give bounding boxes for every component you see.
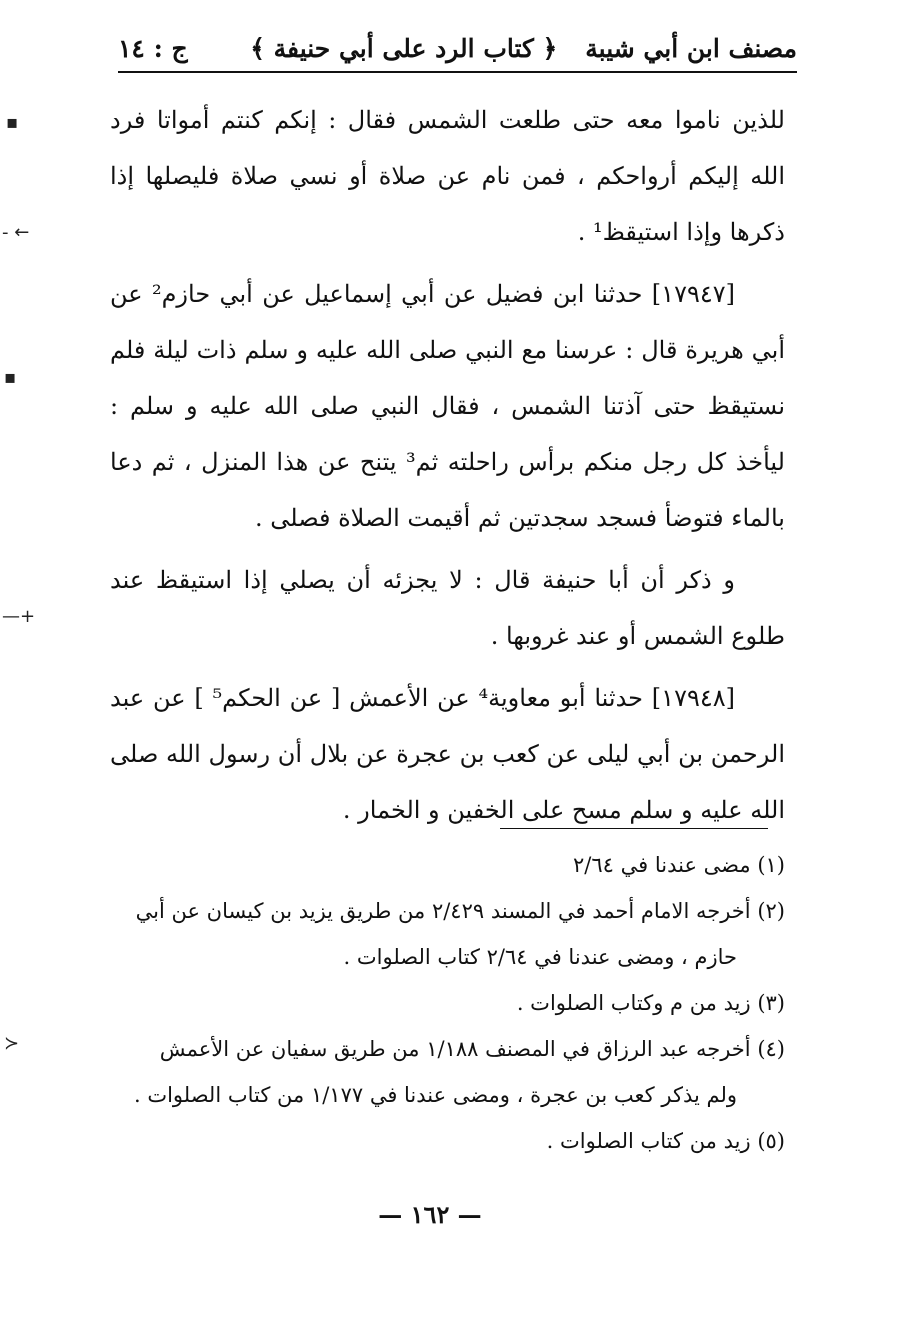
book-title: مصنف ابن أبي شيبة — [585, 33, 797, 63]
scan-mark: ≻ — [4, 1033, 20, 1054]
footnote — [110, 1026, 785, 1072]
page-number: — ١٦٢ — — [378, 1200, 482, 1229]
footnote-continuation: ولم يذكر كعب بن عجرة ، ومضى عندنا في ١/١٧٧ من كتاب الصلوات . — [133, 1083, 737, 1107]
footnote-number: (٥) — [757, 1129, 785, 1153]
footnote-text: أخرجه الامام أحمد في المسند ٢/٤٢٩ من طريق يزيد بن كيسان عن أبي — [135, 899, 751, 923]
footnote-number: (٢) — [757, 899, 785, 923]
paragraph: و ذكر أن أبا حنيفة قال : لا يجزئه أن يصلي إذا استيقظ عند طلوع الشمس أو عند غروبها . — [110, 566, 785, 650]
header-rule — [118, 71, 797, 73]
footnote-text: زيد من كتاب الصلوات . — [546, 1129, 751, 1153]
footnote — [110, 980, 785, 1026]
scan-mark: —+ — [2, 606, 36, 627]
footnote-number: (١) — [757, 853, 785, 877]
footnote-text: مضى عندنا في ٢/٦٤ — [573, 853, 751, 877]
running-header — [118, 28, 797, 68]
footnote-text: أخرجه عبد الرزاق في المصنف ١/١٨٨ من طريق سفيان عن الأعمش — [159, 1037, 751, 1061]
scan-mark: ▪ — [6, 112, 19, 133]
scan-mark: ▪ — [4, 367, 17, 388]
hadith-17948: [١٧٩٤٨] حدثنا أبو معاوية⁴ عن الأعمش [ عن الحكم⁵ ] عن عبد الرحمن بن أبي ليلى عن كعب بن عجرة عن بلال أن رسول الله صلى الله عليه و سلم مسح على الخفين و الخمار . — [110, 684, 785, 824]
volume-number: ج : ١٤ — [118, 33, 188, 63]
main-text — [110, 92, 785, 844]
footnote-continuation: حازم ، ومضى عندنا في ٢/٦٤ كتاب الصلوات . — [343, 945, 737, 969]
footnote-number: (٤) — [757, 1037, 785, 1061]
header-right — [250, 34, 797, 63]
footnote — [110, 888, 785, 934]
footnote-separator — [500, 828, 768, 829]
paragraph: للذين ناموا معه حتى طلعت الشمس فقال : إنكم كنتم أمواتا فرد الله إليكم أرواحكم ، فمن نام عن صلاة أو نسي صلاة فليصلها إذا ذكرها وإذا استيقظ¹ . — [110, 106, 785, 246]
hadith-17947: [١٧٩٤٧] حدثنا ابن فضيل عن أبي إسماعيل عن أبي حازم² عن أبي هريرة قال : عرسنا مع النبي صلى الله عليه و سلم ذات ليلة فلم نستيقظ حتى آذتنا الشمس ، فقال النبي صلى الله عليه و سلم : ليأخذ كل رجل منكم برأس راحلته ثم³ يتنح عن هذا المنزل ، ثم دعا بالماء فتوضأ فسجد سجدتين ثم أقيمت الصلاة فصلى . — [110, 280, 785, 532]
footnotes — [110, 842, 785, 1164]
footnote — [110, 1118, 785, 1164]
footnote — [110, 842, 785, 888]
footnote-number: (٣) — [757, 991, 785, 1015]
chapter-title: ﴿ كتاب الرد على أبي حنيفة ﴾ — [250, 33, 558, 63]
scan-mark: - ← — [2, 222, 30, 243]
footnote-text: زيد من م وكتاب الصلوات . — [516, 991, 751, 1015]
